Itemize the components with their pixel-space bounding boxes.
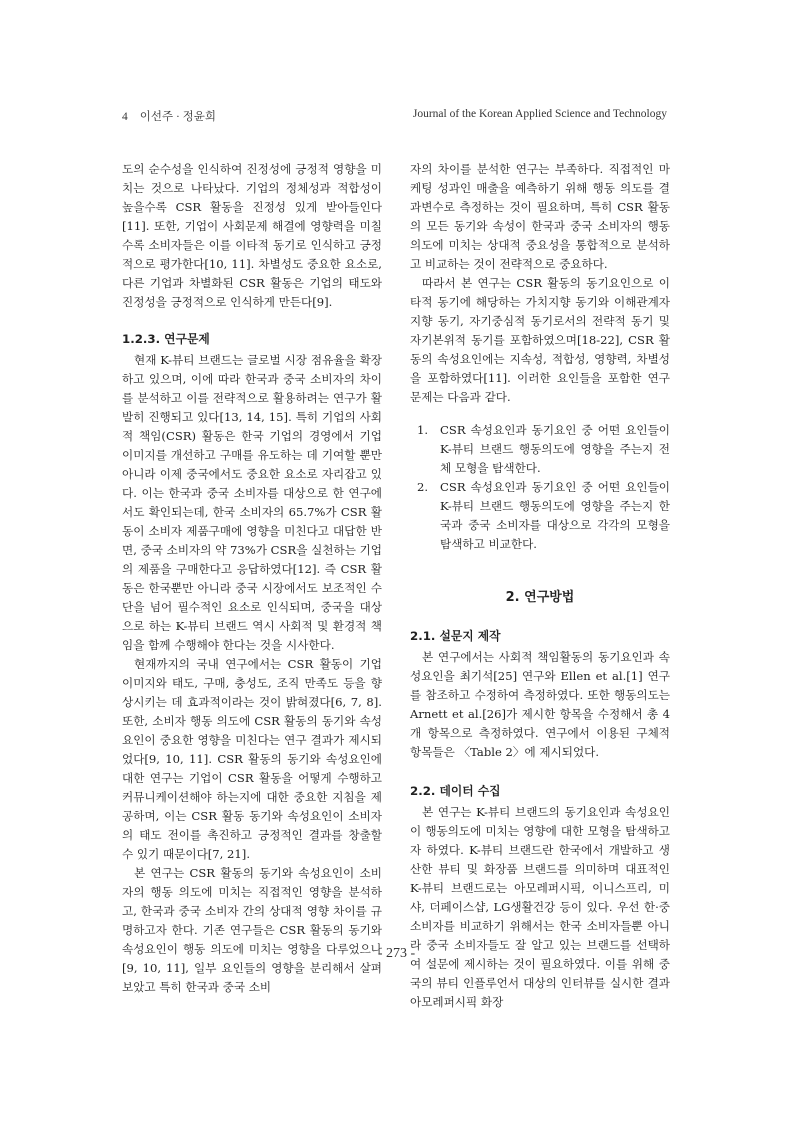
list-item	[410, 421, 670, 478]
header-journal-title: Journal of the Korean Applied Science and Technology	[412, 108, 667, 120]
paragraph: 본 연구는 K-뷰티 브랜드의 동기요인과 속성요인이 행동의도에 미치는 영향에 대한 모형을 탐색하고자 하였다. K-뷰티 브랜드란 한국에서 개발하고 생산한 뷰티 및 화장품 브랜드를 의미하며 대표적인 K-뷰티 브랜드로는 아모레퍼시픽, 이니스프리, 미샤, 더페이스샵, LG생활건강 등이 있다. 우선 한·중 소비자를 비교하기 위해서는 한국 소비자들뿐 아니라 중국 소비자들도 잘 알고 있는 브랜드를 선택하여 설문에 제시하는 것이 필요하였다. 이를 위해 중국의 뷰티 인플루언서 대상의 인터뷰를 실시한 결과 아모레퍼시픽 화장	[410, 805, 670, 1009]
running-head-left	[122, 108, 216, 124]
list-item-text: CSR 속성요인과 동기요인 중 어떤 요인들이 K-뷰티 브랜드 행동의도에 영향을 주는지 한국과 중국 소비자를 대상으로 각각의 모형을 탐색하고 비교한다.	[440, 480, 670, 551]
paragraph: 자의 차이를 분석한 연구는 부족하다. 직접적인 마케팅 성과인 매출을 예측하기 위해 행동 의도를 결과변수로 측정하는 것이 필요하며, 특히 CSR 활동의 모든 동기와 속성이 한국과 중국 소비자의 행동 의도에 미치는 상대적 중요성을 통합적으로 분석하고 비교하는 것이 전략적으로 중요하다.	[410, 162, 670, 271]
section-heading-research-questions: 1.2.3. 연구문제	[122, 332, 210, 346]
left-column	[122, 160, 382, 997]
paragraph: 따라서 본 연구는 CSR 활동의 동기요인으로 이타적 동기에 해당하는 가치지향 동기와 이해관계자지향 동기, 자기중심적 동기로서의 전략적 동기 및 자기본위적 동기를 포함하였으며[18-22], CSR 활동의 속성요인에는 지속성, 적합성, 영향력, 차별성을 포함하였다[11]. 이러한 요인들을 포함한 연구 문제는 다음과 같다.	[410, 276, 670, 404]
paragraph: 본 연구에서는 사회적 책임활동의 동기요인과 속성요인을 최기석[25] 연구와 Ellen et al.[1] 연구를 참조하고 수정하여 측정하였다. 또한 행동의도는 Arnett et al.[26]가 제시한 항목을 수정해서 총 4개 항목으로 측정하였다. 연구에서 이용된 구체적 항목들은 〈Table 2〉에 제시되었다.	[410, 650, 670, 759]
list-item-text: CSR 속성요인과 동기요인 중 어떤 요인들이 K-뷰티 브랜드 행동의도에 영향을 주는지 전체 모형을 탐색한다.	[440, 423, 670, 475]
paragraph: 도의 순수성을 인식하여 진정성에 긍정적 영향을 미치는 것으로 나타났다. 기업의 정체성과 적합성이 높을수록 CSR 활동을 진정성 있게 받아들인다[11]. 또한, 기업이 사회문제 해결에 영향력을 미칠수록 소비자들은 이를 이타적 동기로 인식하고 긍정적으로 평가한다[10, 11]. 차별성도 중요한 요소로, 다른 기업과 차별화된 CSR 활동은 기업의 태도와 진정성을 긍정적으로 인식하게 만든다[9].	[122, 162, 382, 309]
right-column	[410, 160, 670, 1012]
research-questions-list	[410, 421, 670, 554]
paragraph: 본 연구는 CSR 활동의 동기와 속성요인이 소비자의 행동 의도에 미치는 직접적인 영향을 분석하고, 한국과 중국 소비자 간의 상대적 영향 차이를 규명하고자 한다. 기존 연구들은 CSR 활동의 동기와 속성요인이 행동 의도에 미치는 영향을 다루었으나[9, 10, 11], 일부 요인들의 영향을 분리해서 살펴보았고 특히 한국과 중국 소비	[122, 866, 382, 994]
paragraph: 현재 K-뷰티 브랜드는 글로벌 시장 점유율을 확장하고 있으며, 이에 따라 한국과 중국 소비자의 차이를 분석하고 이를 전략적으로 활용하려는 연구가 활발히 진행되고 있다[13, 14, 15]. 특히 기업의 사회적 책임(CSR) 활동은 한국 기업의 경영에서 기업 이미지를 개선하고 구매를 유도하는 데 기여할 뿐만 아니라 이제 중국에서도 중요한 요소로 자리잡고 있다. 이는 한국과 중국 소비자를 대상으로 한 연구에서도 확인되는데, 한국 소비자의 65.7%가 CSR 활동이 소비자 제품구매에 영향을 미친다고 대답한 반면, 중국 소비자의 약 73%가 CSR을 실천하는 기업의 제품을 구매한다고 응답하였다[12]. 즉 CSR 활동은 한국뿐만 아니라 중국 시장에서도 보조적인 수단을 넘어 필수적인 요소로 인식되며, 중국을 대상으로 하는 K-뷰티 브랜드 역시 사회적 및 환경적 책임을 함께 수행해야 한다는 것을 시사한다.	[122, 353, 382, 652]
section-heading-data-collection: 2.2. 데이터 수집	[410, 784, 501, 798]
footer-page-number: - 273 -	[377, 946, 416, 961]
paragraph: 현재까지의 국내 연구에서는 CSR 활동이 기업 이미지와 태도, 구매, 충성도, 조직 만족도 등을 향상시키는 데 효과적이라는 것이 밝혀졌다[6, 7, 8]. 또한, 소비자 행동 의도에 CSR 활동의 동기와 속성요인이 중요한 영향을 미친다는 연구 결과가 제시되었다[9, 10, 11]. CSR 활동의 동기와 속성요인에 대한 연구는 기업이 CSR 활동을 어떻게 수행하고 커뮤니케이션해야 하는지에 대한 중요한 지침을 제공하며, 이는 CSR 활동 동기와 속성요인이 소비자의 태도 전이를 촉진하고 긍정적인 결과를 창출할 수 있기 때문이다[7, 21].	[122, 657, 382, 861]
list-item-number: 1.	[416, 423, 428, 437]
running-head	[122, 108, 667, 126]
chapter-heading-methods: 2. 연구방법	[505, 590, 575, 605]
list-item	[410, 478, 670, 554]
section-heading-questionnaire: 2.1. 설문지 제작	[410, 629, 501, 643]
header-authors: 이선주 · 정윤희	[139, 111, 216, 123]
header-page-number: 4	[122, 111, 128, 123]
list-item-number: 2.	[416, 480, 428, 494]
